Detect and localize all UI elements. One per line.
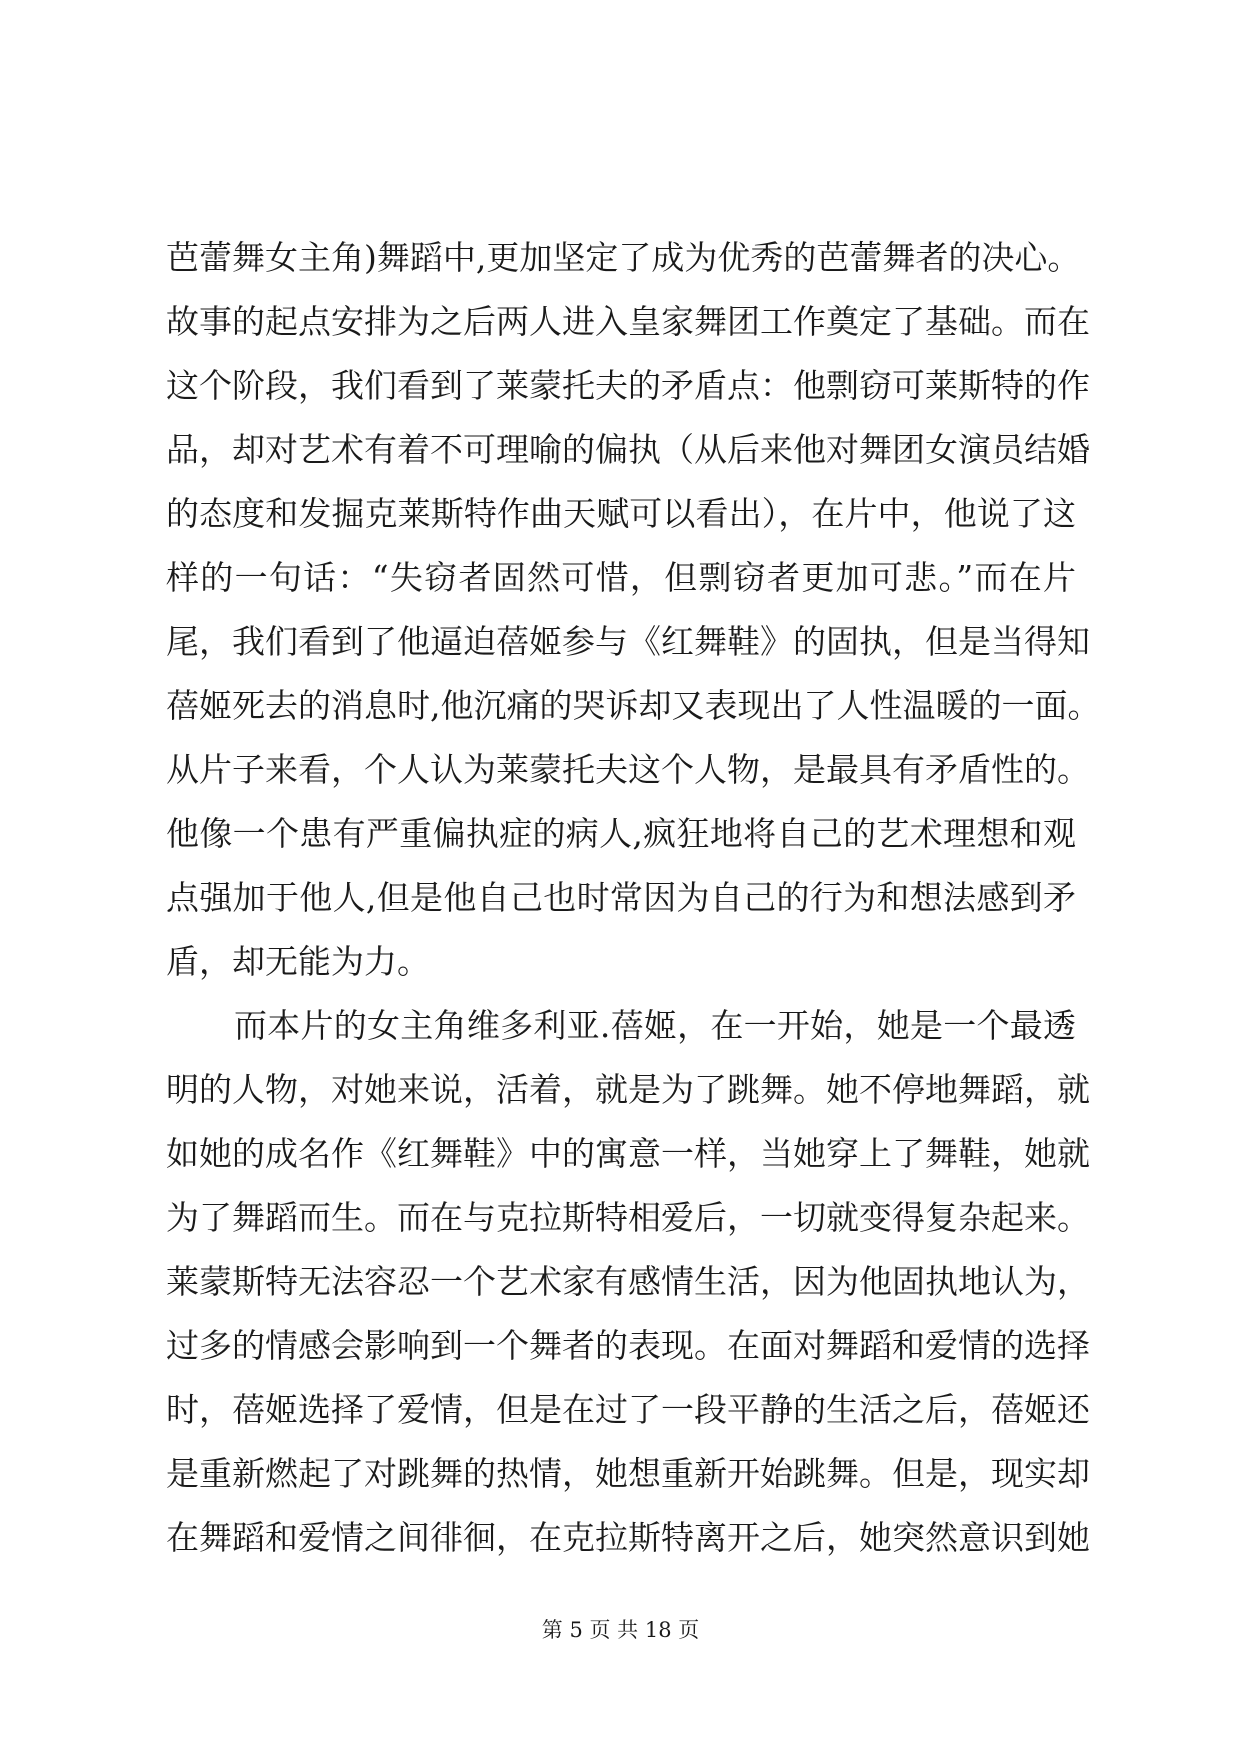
text-line-5: 的态度和发掘克莱斯特作曲天赋可以看出），在片中，他说了这 — [166, 494, 1076, 533]
text-line-6: 样的一句话：“失窃者固然可惜，但剽窃者更加可悲。”而在片 — [166, 558, 1076, 597]
text-line-3: 这个阶段，我们看到了莱蒙托夫的矛盾点：他剽窃可莱斯特的作 — [166, 366, 1090, 405]
text-line-17: 莱蒙斯特无法容忍一个艺术家有感情生活，因为他固执地认为， — [166, 1262, 1090, 1301]
text-line-19: 时，蓓姬选择了爱情，但是在过了一段平静的生活之后，蓓姬还 — [166, 1390, 1090, 1429]
text-line-10: 他像一个患有严重偏执症的病人,疯狂地将自己的艺术理想和观 — [166, 814, 1076, 853]
text-line-20: 是重新燃起了对跳舞的热情，她想重新开始跳舞。但是，现实却 — [166, 1454, 1090, 1493]
text-line-18: 过多的情感会影响到一个舞者的表现。在面对舞蹈和爱情的选择 — [166, 1326, 1090, 1365]
text-line-2: 故事的起点安排为之后两人进入皇家舞团工作奠定了基础。而在 — [166, 302, 1090, 341]
text-line-15: 如她的成名作《红舞鞋》中的寓意一样，当她穿上了舞鞋，她就 — [166, 1134, 1090, 1173]
text-line-16: 为了舞蹈而生。而在与克拉斯特相爱后，一切就变得复杂起来。 — [166, 1198, 1090, 1237]
text-line-13: 而本片的女主角维多利亚.蓓姬，在一开始，她是一个最透 — [234, 1006, 1076, 1045]
text-line-9: 从片子来看，个人认为莱蒙托夫这个人物，是最具有矛盾性的。 — [166, 750, 1090, 789]
text-line-14: 明的人物，对她来说，活着，就是为了跳舞。她不停地舞蹈，就 — [166, 1070, 1090, 1109]
text-line-21: 在舞蹈和爱情之间徘徊，在克拉斯特离开之后，她突然意识到她 — [166, 1518, 1090, 1557]
text-line-8: 蓓姬死去的消息时,他沉痛的哭诉却又表现出了人性温暖的一面。 — [166, 686, 1101, 725]
text-line-12: 盾，却无能为力。 — [166, 942, 430, 981]
page-number-footer: 第 5 页 共 18 页 — [541, 1618, 700, 1642]
text-line-1: 芭蕾舞女主角)舞蹈中,更加坚定了成为优秀的芭蕾舞者的决心。 — [166, 238, 1081, 277]
text-line-4: 品，却对艺术有着不可理喻的偏执（从后来他对舞团女演员结婚 — [166, 430, 1090, 469]
body-text — [166, 226, 1101, 1570]
text-line-7: 尾，我们看到了他逼迫蓓姬参与《红舞鞋》的固执，但是当得知 — [166, 622, 1090, 661]
text-line-11: 点强加于他人,但是他自己也时常因为自己的行为和想法感到矛 — [166, 878, 1076, 917]
